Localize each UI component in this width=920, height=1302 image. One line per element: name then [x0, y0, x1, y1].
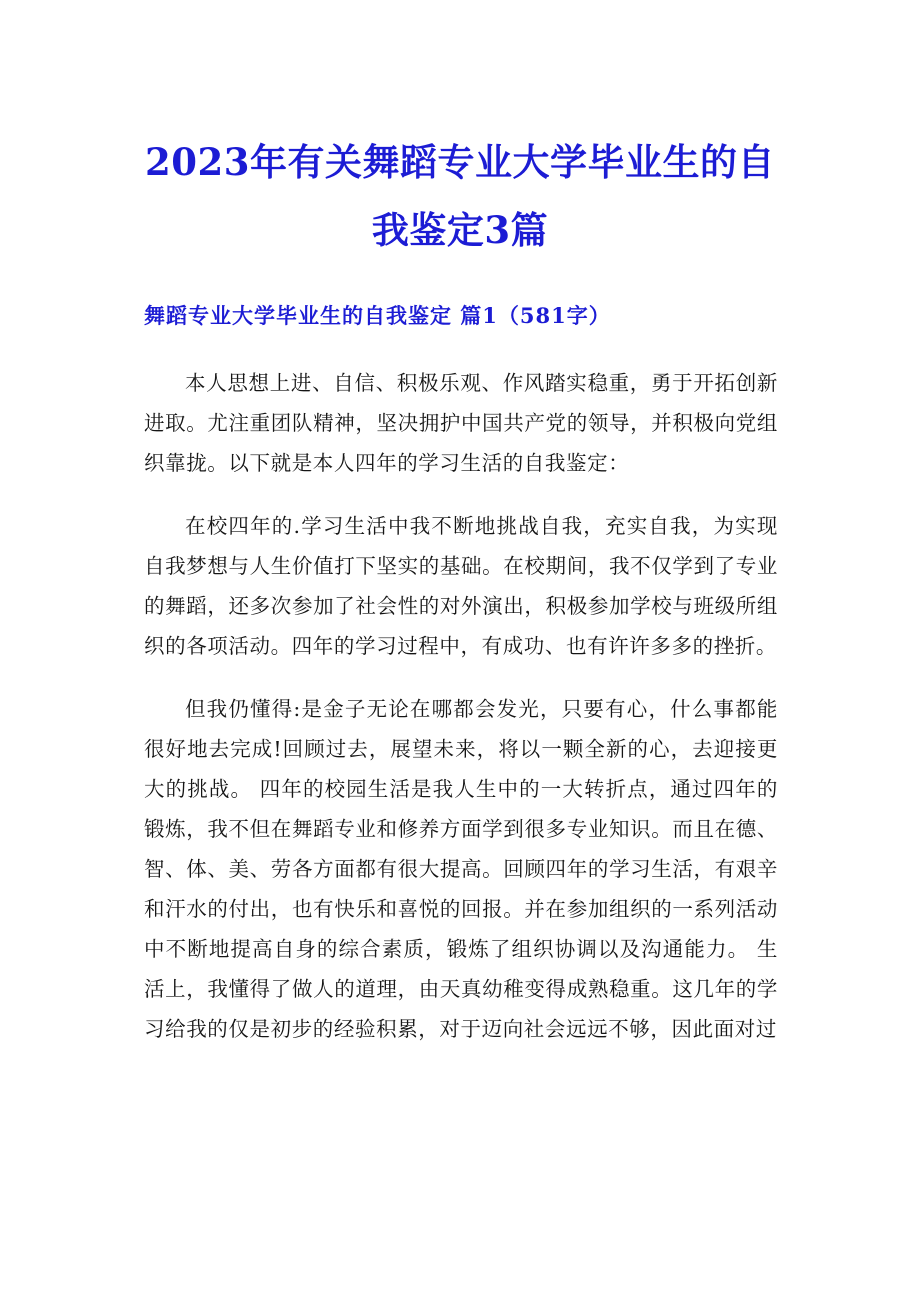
- document-title: 2023年有关舞蹈专业大学毕业生的自我鉴定3篇: [145, 140, 775, 252]
- paragraph-2: 在校四年的.学习生活中我不断地挑战自我，充实自我，为实现自我梦想与人生价值打下坚实的基础。在校期间，我不仅学到了专业的舞蹈，还多次参加了社会性的对外演出，积极参加学校与班级所组织的各项活动。四年的学习过程中，有成功、也有许许多多的挫折。: [144, 514, 778, 658]
- paragraph-3: 但我仍懂得:是金子无论在哪都会发光，只要有心，什么事都能很好地去完成!回顾过去，展望未来，将以一颗全新的心，去迎接更大的挑战。 四年的校园生活是我人生中的一大转折点，通过四年的锻炼，我不但在舞蹈专业和修养方面学到很多专业知识。而且在德、智、体、美、劳各方面都有很大提高。回顾四年的学习生活，有艰辛和汗水的付出，也有快乐和喜悦的回报。并在参加组织的一系列活动中不断地提高自身的综合素质，锻炼了组织协调以及沟通能力。 生活上，我懂得了做人的道理，由天真幼稚变得成熟稳重。这几年的学习给我的仅是初步的经验积累，对于迈向社会远远不够，因此面对过: [144, 697, 778, 1041]
- section-heading: 舞蹈专业大学毕业生的自我鉴定 篇1（581字）: [144, 303, 611, 328]
- document-body: [144, 363, 778, 1072]
- paragraph-1: 本人思想上进、自信、积极乐观、作风踏实稳重，勇于开拓创新进取。尤注重团队精神，坚决拥护中国共产党的领导，并积极向党组织靠拢。以下就是本人四年的学习生活的自我鉴定：: [144, 371, 778, 475]
